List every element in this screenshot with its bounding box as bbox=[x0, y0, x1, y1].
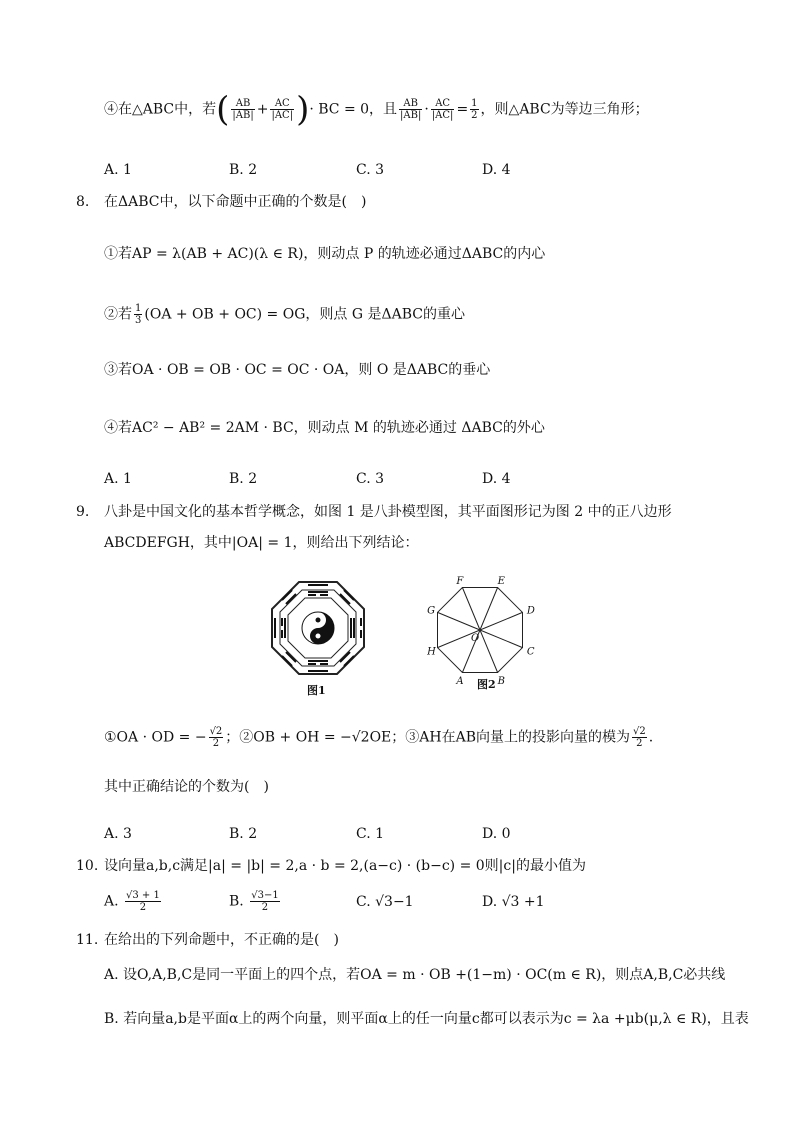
vertex-label-b: B bbox=[497, 675, 506, 687]
q8-option-b[interactable]: B. 2 bbox=[229, 471, 258, 487]
q8-item3: ③若OA · OB = OB · OC = OC · OA，则 O 是ΔABC的垂心 bbox=[104, 362, 491, 378]
vertex-label-e: E bbox=[497, 576, 505, 588]
q10-option-b-frac bbox=[250, 890, 279, 913]
q7-option-b[interactable]: B. 2 bbox=[229, 162, 258, 178]
q7-option-a[interactable]: A. 1 bbox=[104, 162, 132, 178]
q10-stem: 设向量a,b,c满足|a| = |b| = 2,a · b = 2,(a−c) · (b−c) = 0则|c|的最小值为 bbox=[104, 858, 586, 874]
q9-stem-line1: 八卦是中国文化的基本哲学概念，如图 1 是八卦模型图，其平面图形记为图 2 中的正八边形 bbox=[104, 504, 672, 520]
q9-option-a[interactable]: A. 3 bbox=[104, 826, 132, 842]
frac-sqrt2-over-2-a bbox=[209, 726, 224, 749]
half-den: 2 bbox=[471, 110, 478, 121]
q10-a-num: √3 + 1 bbox=[126, 890, 160, 901]
half-num: 1 bbox=[471, 98, 478, 109]
q8-option-c[interactable]: C. 3 bbox=[356, 471, 385, 487]
frac1-num: AB bbox=[231, 98, 254, 110]
vertex-label-c: C bbox=[526, 646, 535, 658]
sqrt2-den-a: 2 bbox=[212, 738, 220, 749]
one-third-num: 1 bbox=[135, 303, 142, 314]
q9-option-d[interactable]: D. 0 bbox=[482, 826, 511, 842]
q10-option-b[interactable] bbox=[229, 890, 282, 913]
q11-option-a[interactable]: A. 设O,A,B,C是同一平面上的四个点，若OA = m · OB +(1−m) · OC(m ∈ R)，则点A,B,C必共线 bbox=[104, 967, 726, 983]
q11-number: 11. bbox=[76, 932, 99, 948]
q10-b-den: 2 bbox=[261, 902, 269, 913]
q9-number: 9. bbox=[76, 504, 90, 520]
frac4 bbox=[431, 98, 455, 121]
q10-option-b-label: B. bbox=[229, 893, 244, 910]
q9-period: . bbox=[648, 729, 654, 746]
one-third-den: 3 bbox=[135, 315, 142, 326]
sqrt2-den-b: 2 bbox=[636, 738, 643, 749]
frac-ac-over-norm bbox=[270, 98, 294, 121]
left-paren: ( bbox=[216, 89, 230, 130]
frac-ab-over-norm bbox=[231, 98, 254, 121]
frac1-den: |AB| bbox=[232, 110, 254, 121]
frac4-den: |AC| bbox=[431, 110, 454, 121]
q10-option-a[interactable] bbox=[104, 890, 163, 913]
q7-item4 bbox=[104, 89, 649, 130]
vertex-label-h: H bbox=[427, 646, 436, 658]
q9-conclusion-2-3: ；②OB + OH = −√2OE；③AH在AB向量上的投影向量的模为 bbox=[225, 729, 630, 746]
vertex-label-g: G bbox=[427, 605, 436, 617]
q7-item4-post: ，则△ABC为等边三角形； bbox=[480, 101, 649, 118]
q8-number: 8. bbox=[76, 194, 90, 210]
q10-option-c[interactable]: C. √3−1 bbox=[356, 894, 414, 910]
right-paren: ) bbox=[296, 89, 310, 130]
q9-conclusion-1: ①OA · OD = − bbox=[104, 729, 207, 746]
q10-number: 10. bbox=[76, 858, 99, 874]
eq-sign: = bbox=[456, 101, 469, 118]
q7-dot-bc: · BC = 0，且 bbox=[309, 101, 398, 118]
fig2-caption: 图2 bbox=[477, 678, 496, 691]
q11-stem: 在给出的下列命题中，不正确的是( ) bbox=[104, 932, 339, 948]
q9-ask: 其中正确结论的个数为( ) bbox=[104, 779, 269, 795]
center-label-o: O bbox=[471, 633, 480, 644]
q9-option-b[interactable]: B. 2 bbox=[229, 826, 258, 842]
q10-option-a-label: A. bbox=[104, 893, 119, 910]
bagua-figure bbox=[268, 578, 368, 678]
q11-option-b[interactable]: B. 若向量a,b是平面α上的两个向量，则平面α上的任一向量c都可以表示为c = λa +μb(μ,λ ∈ R)，且表 bbox=[104, 1011, 749, 1027]
q8-stem: 在ΔABC中，以下命题中正确的个数是( ) bbox=[104, 194, 367, 210]
q7-option-d[interactable]: D. 4 bbox=[482, 162, 511, 178]
q9-conclusions bbox=[104, 726, 653, 749]
q7-option-c[interactable]: C. 3 bbox=[356, 162, 385, 178]
frac3-num: AB bbox=[399, 98, 422, 110]
vertex-label-d: D bbox=[526, 605, 535, 617]
q8-item1: ①若AP = λ(AB + AC)(λ ∈ R)，则动点 P 的轨迹必通过ΔABC的内心 bbox=[104, 246, 546, 262]
q8-option-d[interactable]: D. 4 bbox=[482, 471, 511, 487]
q8-item2-post: (OA + OB + OC) = OG，则点 G 是ΔABC的重心 bbox=[144, 306, 465, 323]
q8-item4: ④若AC² − AB² = 2AM · BC，则动点 M 的轨迹必通过 ΔABC的外心 bbox=[104, 420, 545, 436]
one-third bbox=[134, 303, 142, 326]
sqrt2-num-a: √2 bbox=[209, 726, 223, 737]
q10-option-a-frac bbox=[125, 890, 161, 913]
q8-item2 bbox=[104, 303, 465, 326]
q9-option-c[interactable]: C. 1 bbox=[356, 826, 385, 842]
q8-option-a[interactable]: A. 1 bbox=[104, 471, 132, 487]
vertex-label-a: A bbox=[456, 675, 464, 687]
frac3 bbox=[399, 98, 422, 121]
q7-item4-pre: ④在△ABC中，若 bbox=[104, 101, 217, 118]
q10-b-num: √3−1 bbox=[251, 890, 279, 901]
frac-half bbox=[470, 98, 478, 121]
q10-a-den: 2 bbox=[139, 902, 147, 913]
q8-item2-pre: ②若 bbox=[104, 306, 132, 323]
frac-sqrt2-over-2-b bbox=[632, 726, 647, 749]
frac2-num: AC bbox=[270, 98, 294, 110]
frac4-num: AC bbox=[431, 98, 455, 110]
fig1-caption: 图1 bbox=[307, 684, 326, 697]
sqrt2-num-b: √2 bbox=[632, 726, 646, 737]
q10-option-d[interactable]: D. √3 +1 bbox=[482, 894, 545, 910]
plus-sign: + bbox=[256, 101, 269, 118]
dot-op: · bbox=[424, 101, 429, 118]
q9-stem-line2: ABCDEFGH，其中|OA| = 1，则给出下列结论： bbox=[104, 535, 419, 551]
frac2-den: |AC| bbox=[271, 110, 294, 121]
vertex-label-f: F bbox=[456, 576, 464, 588]
frac3-den: |AB| bbox=[400, 110, 422, 121]
